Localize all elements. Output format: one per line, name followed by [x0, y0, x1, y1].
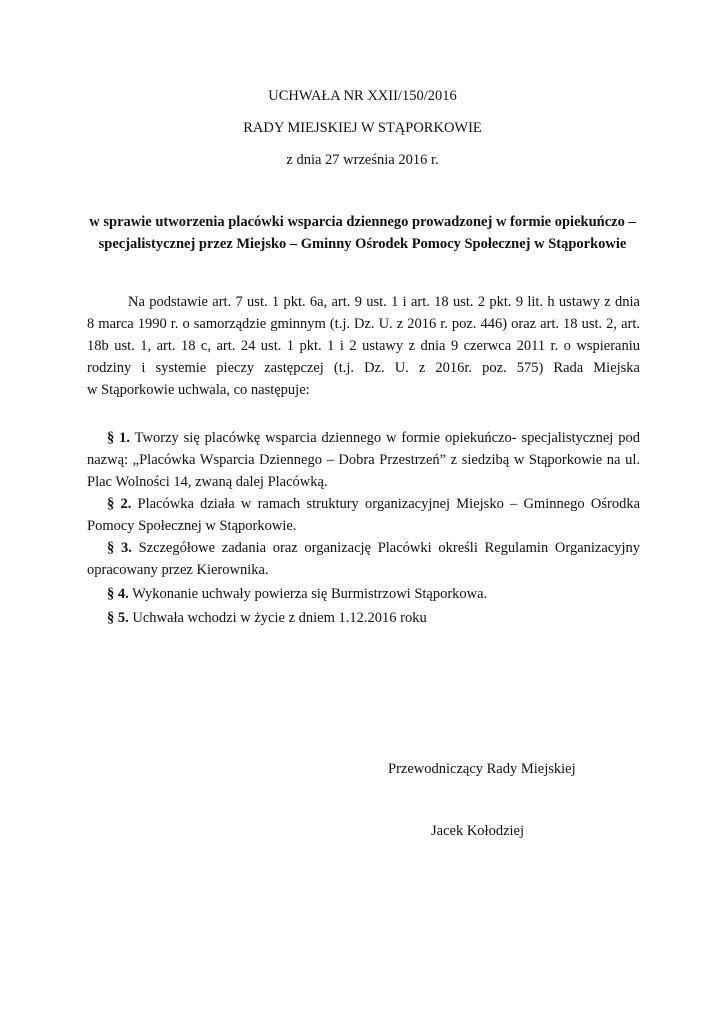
section-line: Plac Wolności 14, zwaną dalej Placówką.	[87, 474, 328, 490]
subject-line: specjalistycznej przez Miejsko – Gminny Ośrodek Pomocy Społecznej w Stąporkowie	[98, 236, 627, 252]
section-line: opracowany przez Kierownika.	[87, 562, 269, 578]
section-line	[87, 583, 640, 605]
section-label: § 1.	[107, 430, 131, 446]
subject-line: w sprawie utworzenia placówki wsparcia dziennego prowadzonej w formie opiekuńczo –	[89, 214, 636, 230]
section-text: Tworzy się placówkę wsparcia dziennego w formie opiekuńczo- specjalistycznej pod	[134, 430, 640, 446]
signature-role: Przewodniczący Rady Miejskiej	[388, 761, 576, 777]
section-2	[87, 493, 640, 537]
section-5	[87, 607, 640, 629]
preamble-line: Na podstawie art. 7 ust. 1 pkt. 6a, art. 9 ust. 1 i art. 18 ust. 2 pkt. 9 lit. h ustawy z dnia	[128, 294, 640, 310]
section-text: Wykonanie uchwały powierza się Burmistrzowi Stąporkowa.	[132, 586, 488, 602]
section-label: § 3.	[107, 540, 132, 556]
section-line	[87, 493, 640, 515]
resolution-date: z dnia 27 września 2016 r.	[286, 152, 439, 168]
preamble-line: rodziny i systemie pieczy zastępczej (t.j. Dz. U. z 2016r. poz. 575) Rada Miejska	[87, 360, 640, 376]
signatory-name: Jacek Kołodziej	[431, 823, 525, 839]
section-line: nazwą: „Placówka Wsparcia Dziennego – Dobra Przestrzeń” z siedzibą w Stąporkowie na ul.	[87, 452, 640, 468]
preamble	[87, 291, 640, 401]
section-label: § 2.	[107, 496, 132, 512]
issuing-council: RADY MIEJSKIEJ W STĄPORKOWIE	[243, 120, 482, 136]
section-line: Pomocy Społecznej w Stąporkowie.	[87, 518, 297, 534]
section-line	[87, 427, 640, 449]
section-3	[87, 537, 640, 581]
resolution-title: UCHWAŁA NR XXII/150/2016	[268, 88, 457, 104]
section-label: § 5.	[107, 610, 129, 626]
section-text: Placówka działa w ramach struktury organizacyjnej Miejsko – Gminnego Ośrodka	[137, 496, 641, 512]
section-line	[87, 607, 640, 629]
section-text: Szczegółowe zadania oraz organizację Placówki określi Regulamin Organizacyjny	[138, 540, 640, 556]
section-text: Uchwała wchodzi w życie z dniem 1.12.2016 roku	[132, 610, 427, 626]
section-1	[87, 427, 640, 493]
section-4	[87, 583, 640, 605]
preamble-line: w Stąporkowie uchwala, co następuje:	[87, 382, 310, 398]
preamble-line: 8 marca 1990 r. o samorządzie gminnym (t.j. Dz. U. z 2016 r. poz. 446) oraz art. 18 ust. 2, art.	[87, 316, 640, 332]
section-label: § 4.	[107, 586, 129, 602]
section-line	[87, 537, 640, 559]
preamble-line: 18b ust. 1, art. 18 c, art. 24 ust. 1 pkt. 1 i 2 ustawy z dnia 9 czerwca 2011 r. o wspieraniu	[87, 338, 640, 354]
